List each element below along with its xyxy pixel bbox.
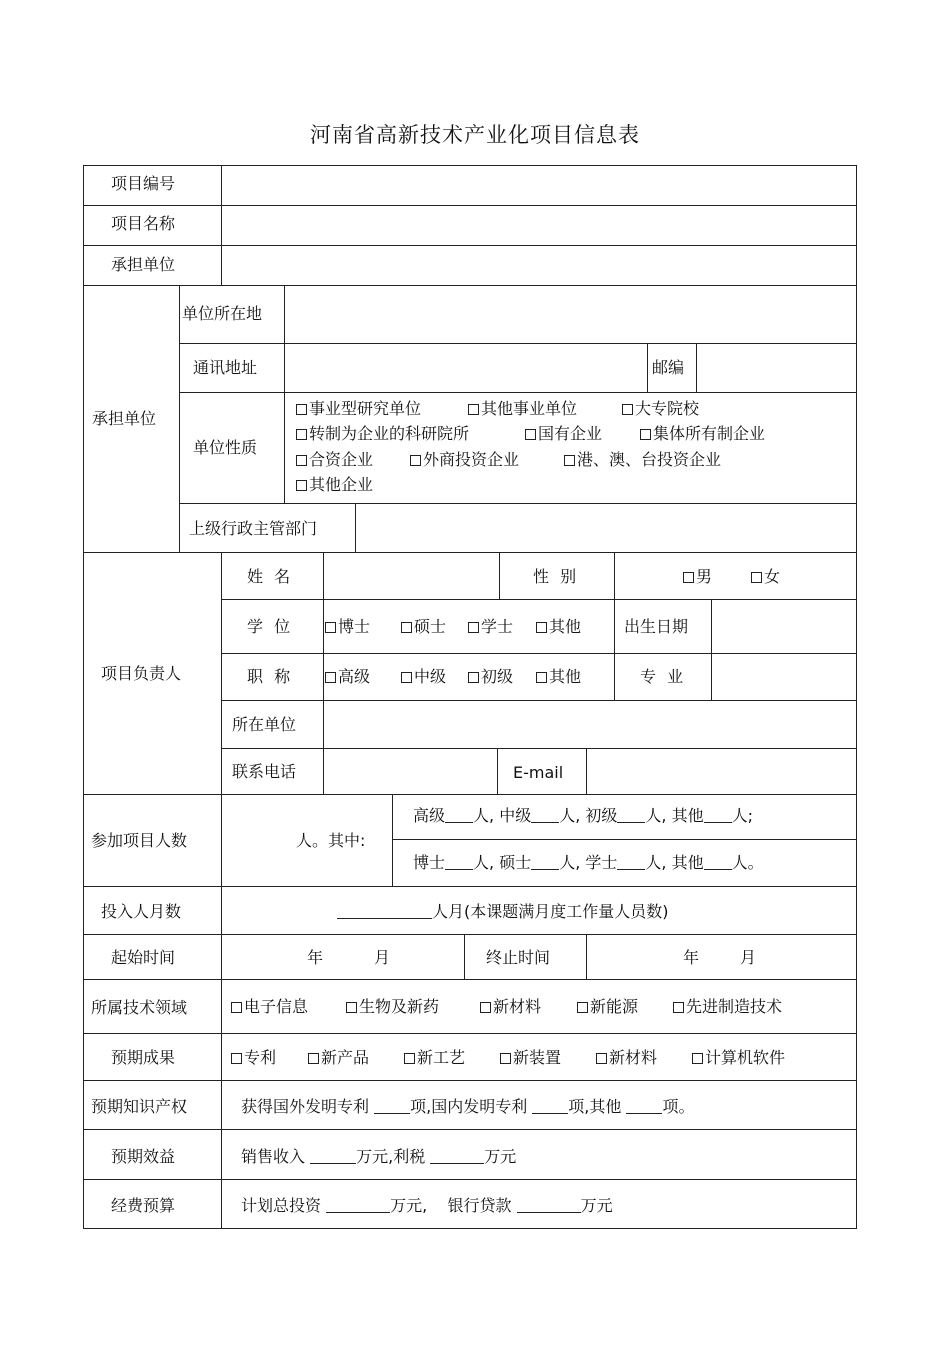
row-line bbox=[83, 979, 857, 980]
checkbox[interactable] bbox=[404, 1053, 415, 1064]
label-title-rank: 职 称 bbox=[247, 667, 291, 686]
label-members: 参加项目人数 bbox=[91, 831, 188, 850]
checkbox[interactable] bbox=[401, 672, 412, 683]
nature-option[interactable]: 国有企业 bbox=[525, 424, 602, 444]
end-month: 月 bbox=[740, 948, 757, 967]
nature-option[interactable]: 事业型研究单位 bbox=[296, 399, 421, 419]
nature-option[interactable]: 其他企业 bbox=[296, 475, 373, 495]
result-option[interactable]: 新产品 bbox=[308, 1048, 369, 1068]
col-line bbox=[497, 748, 498, 795]
nature-option[interactable]: 港、澳、台投资企业 bbox=[564, 450, 721, 470]
degree-option[interactable]: 博士 bbox=[325, 617, 370, 637]
col-line bbox=[221, 552, 222, 1229]
person-month-blank[interactable] bbox=[337, 902, 432, 919]
label-budget: 经费预算 bbox=[111, 1196, 176, 1215]
checkbox[interactable] bbox=[346, 1002, 357, 1013]
members-row-senior: 高级 人, 中级 人, 初级 人, 其他 人; bbox=[413, 806, 754, 825]
checkbox[interactable] bbox=[577, 1002, 588, 1013]
rank-option[interactable]: 高级 bbox=[325, 667, 370, 687]
checkbox[interactable] bbox=[468, 622, 479, 633]
field-option[interactable]: 新材料 bbox=[480, 997, 541, 1017]
checkbox[interactable] bbox=[468, 404, 479, 415]
checkbox[interactable] bbox=[410, 455, 421, 466]
label-name: 姓 名 bbox=[247, 567, 291, 586]
row-line bbox=[83, 1179, 857, 1180]
row-line bbox=[83, 934, 857, 935]
row-line bbox=[179, 392, 857, 393]
col-line bbox=[355, 503, 356, 553]
label-project-no: 项目编号 bbox=[111, 174, 176, 193]
col-line bbox=[647, 343, 648, 393]
label-ip: 预期知识产权 bbox=[91, 1097, 188, 1116]
row-line bbox=[221, 700, 857, 701]
row-line bbox=[221, 599, 857, 600]
row-line bbox=[83, 1080, 857, 1081]
label-address: 通讯地址 bbox=[193, 358, 258, 377]
col-line bbox=[586, 934, 587, 980]
col-line bbox=[464, 934, 465, 980]
field-option[interactable]: 生物及新药 bbox=[346, 997, 439, 1017]
border-bottom bbox=[83, 1228, 857, 1229]
checkbox[interactable] bbox=[296, 480, 307, 491]
checkbox[interactable] bbox=[751, 572, 762, 583]
label-person-month: 投入人月数 bbox=[101, 902, 182, 921]
label-members-of: 人。其中: bbox=[296, 831, 366, 850]
col-line bbox=[221, 165, 222, 286]
result-option[interactable]: 计算机软件 bbox=[692, 1048, 785, 1068]
row-line bbox=[83, 245, 857, 246]
degree-option[interactable]: 硕士 bbox=[401, 617, 446, 637]
start-month: 月 bbox=[374, 948, 391, 967]
ip-line: 获得国外发明专利 项,国内发明专利 项,其他 项。 bbox=[241, 1097, 695, 1116]
label-leader-group: 项目负责人 bbox=[101, 664, 182, 683]
checkbox[interactable] bbox=[536, 672, 547, 683]
label-undertaker: 承担单位 bbox=[111, 255, 176, 274]
label-field: 所属技术领域 bbox=[91, 998, 188, 1017]
budget-line: 计划总投资 万元, 银行贷款 万元 bbox=[241, 1196, 613, 1215]
col-line bbox=[614, 552, 615, 701]
checkbox[interactable] bbox=[525, 429, 536, 440]
row-line bbox=[83, 1129, 857, 1130]
row-line bbox=[83, 794, 857, 795]
label-undertaker-group: 承担单位 bbox=[92, 409, 157, 428]
nature-option[interactable]: 合资企业 bbox=[296, 450, 373, 470]
col-line bbox=[179, 285, 180, 553]
field-option[interactable]: 电子信息 bbox=[231, 997, 308, 1017]
row-line bbox=[221, 748, 857, 749]
label-project-name: 项目名称 bbox=[111, 214, 176, 233]
checkbox[interactable] bbox=[500, 1053, 511, 1064]
rank-option[interactable]: 其他 bbox=[536, 667, 581, 687]
col-line bbox=[499, 552, 500, 600]
col-line bbox=[586, 748, 587, 795]
checkbox[interactable] bbox=[622, 404, 633, 415]
checkbox[interactable] bbox=[296, 455, 307, 466]
gender-option[interactable]: 男 bbox=[683, 567, 712, 587]
border-top bbox=[83, 165, 857, 166]
label-nature: 单位性质 bbox=[193, 438, 258, 457]
col-line bbox=[392, 794, 393, 887]
nature-option[interactable]: 集体所有制企业 bbox=[640, 424, 765, 444]
row-line bbox=[83, 205, 857, 206]
checkbox[interactable] bbox=[296, 429, 307, 440]
label-email: E-mail bbox=[513, 763, 564, 782]
degree-option[interactable]: 其他 bbox=[536, 617, 581, 637]
label-major: 专 业 bbox=[640, 667, 684, 686]
nature-option[interactable]: 其他事业单位 bbox=[468, 399, 577, 419]
checkbox[interactable] bbox=[325, 622, 336, 633]
checkbox[interactable] bbox=[564, 455, 575, 466]
row-line bbox=[221, 653, 857, 654]
label-workplace: 所在单位 bbox=[232, 715, 297, 734]
end-year: 年 bbox=[683, 948, 700, 967]
result-option[interactable]: 新材料 bbox=[596, 1048, 657, 1068]
checkbox[interactable] bbox=[480, 1002, 491, 1013]
nature-option[interactable]: 外商投资企业 bbox=[410, 450, 519, 470]
result-option[interactable]: 新工艺 bbox=[404, 1048, 465, 1068]
field-option[interactable]: 先进制造技术 bbox=[673, 997, 782, 1017]
field-option[interactable]: 新能源 bbox=[577, 997, 638, 1017]
checkbox[interactable] bbox=[468, 672, 479, 683]
border-left bbox=[83, 165, 84, 1229]
row-line bbox=[392, 839, 857, 840]
checkbox[interactable] bbox=[536, 622, 547, 633]
person-month-line: 人月(本课题满月度工作量人员数) bbox=[337, 902, 669, 922]
checkbox[interactable] bbox=[296, 404, 307, 415]
label-phone: 联系电话 bbox=[232, 762, 297, 781]
row-line bbox=[179, 343, 857, 344]
checkbox[interactable] bbox=[673, 1002, 684, 1013]
gender-option[interactable]: 女 bbox=[751, 567, 780, 587]
col-line bbox=[323, 552, 324, 795]
border-right bbox=[856, 165, 857, 1229]
start-year: 年 bbox=[307, 948, 324, 967]
checkbox[interactable] bbox=[401, 622, 412, 633]
checkbox[interactable] bbox=[231, 1053, 242, 1064]
result-option[interactable]: 新装置 bbox=[500, 1048, 561, 1068]
checkbox[interactable] bbox=[683, 572, 694, 583]
label-degree: 学 位 bbox=[247, 617, 291, 636]
benefit-line: 销售收入 万元,利税 万元 bbox=[241, 1147, 517, 1166]
label-postcode: 邮编 bbox=[652, 358, 685, 377]
row-line bbox=[83, 1033, 857, 1034]
label-gender: 性 别 bbox=[533, 567, 577, 586]
row-line bbox=[83, 886, 857, 887]
members-row-degree: 博士 人, 硕士 人, 学士 人, 其他 人。 bbox=[413, 853, 764, 872]
label-results: 预期成果 bbox=[111, 1048, 176, 1067]
label-birth: 出生日期 bbox=[624, 617, 689, 636]
col-line bbox=[711, 599, 712, 701]
label-superior: 上级行政主管部门 bbox=[189, 519, 318, 538]
degree-option[interactable]: 学士 bbox=[468, 617, 513, 637]
nature-option[interactable]: 大专院校 bbox=[622, 399, 699, 419]
form-title: 河南省高新技术产业化项目信息表 bbox=[310, 123, 640, 147]
nature-option[interactable]: 转制为企业的科研院所 bbox=[296, 424, 469, 444]
col-line bbox=[696, 343, 697, 393]
checkbox[interactable] bbox=[596, 1053, 607, 1064]
rank-option[interactable]: 初级 bbox=[468, 667, 513, 687]
label-end: 终止时间 bbox=[486, 948, 551, 967]
checkbox[interactable] bbox=[231, 1002, 242, 1013]
label-start: 起始时间 bbox=[111, 948, 176, 967]
label-location: 单位所在地 bbox=[182, 304, 263, 323]
row-line bbox=[179, 503, 857, 504]
checkbox[interactable] bbox=[325, 672, 336, 683]
checkbox[interactable] bbox=[640, 429, 651, 440]
checkbox[interactable] bbox=[308, 1053, 319, 1064]
result-option[interactable]: 专利 bbox=[231, 1048, 276, 1068]
label-benefit: 预期效益 bbox=[111, 1147, 176, 1166]
col-line bbox=[284, 285, 285, 504]
row-line bbox=[83, 552, 857, 553]
row-line bbox=[83, 285, 857, 286]
rank-option[interactable]: 中级 bbox=[401, 667, 446, 687]
checkbox[interactable] bbox=[692, 1053, 703, 1064]
